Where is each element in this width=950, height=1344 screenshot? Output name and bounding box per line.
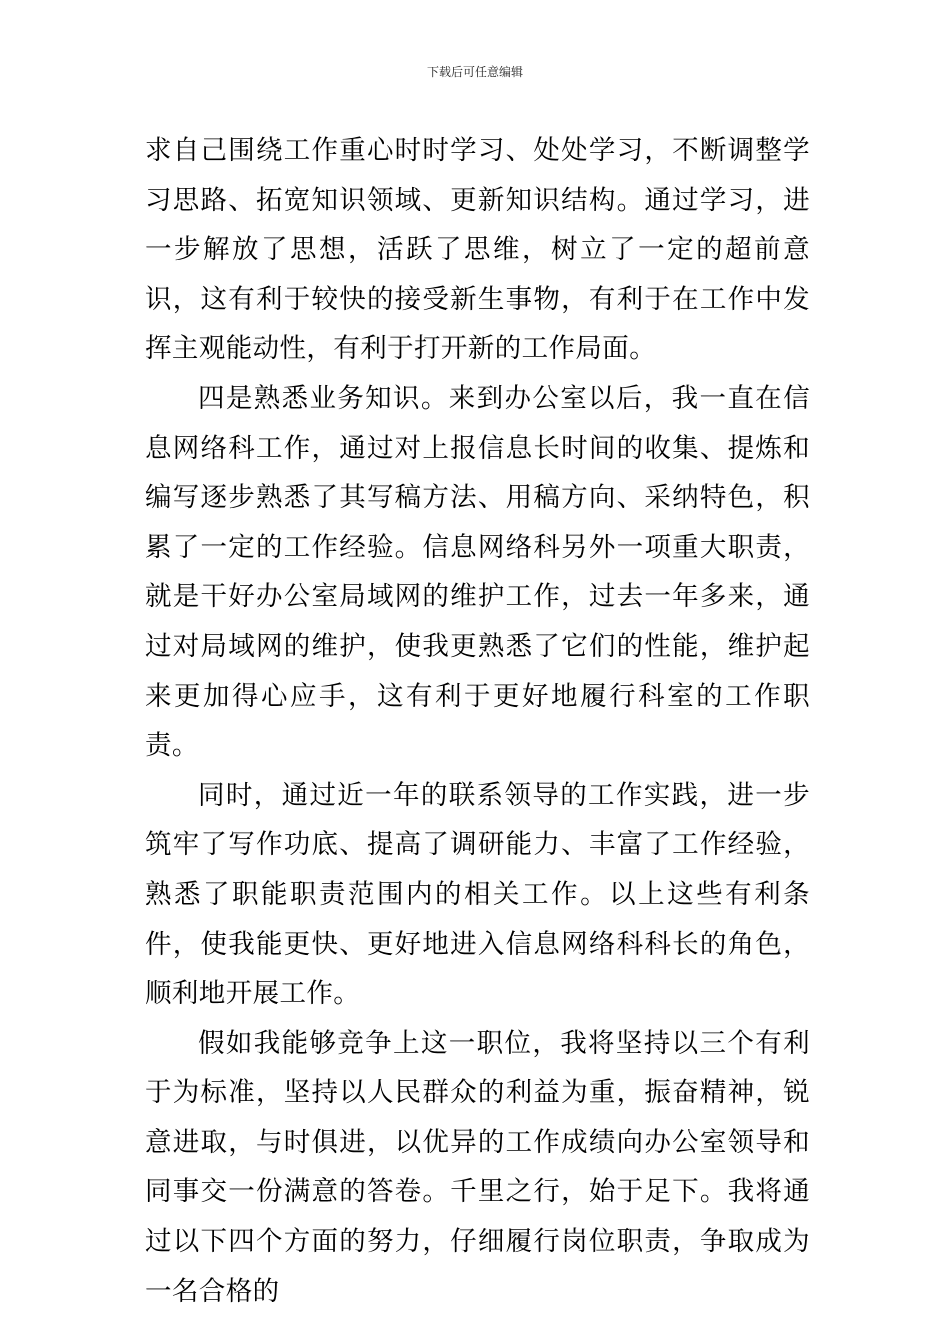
- paragraph-commitment: 假如我能够竞争上这一职位，我将坚持以三个有利于为标准，坚持以人民群众的利益为重，振奋精神，锐意进取，与时俱进，以优异的工作成绩向办公室领导和同事交一份满意的答卷。千里之行，始于足下。我将通过以下四个方面的努力，仔细履行岗位职责，争取成为一名合格的: [145, 1027, 810, 1307]
- paragraph-work-practice: 同时，通过近一年的联系领导的工作实践，进一步筑牢了写作功底、提高了调研能力、丰富了工作经验，熟悉了职能职责范围内的相关工作。以上这些有利条件，使我能更快、更好地进入信息网络科科长的角色，顺利地开展工作。: [145, 779, 810, 1010]
- page-header: 下载后可任意编辑: [426, 65, 523, 79]
- document-body: [145, 126, 810, 1316]
- paragraph-business-knowledge: 四是熟悉业务知识。来到办公室以后，我一直在信息网络科工作，通过对上报信息长时间的收集、提炼和编写逐步熟悉了其写稿方法、用稿方向、采纳特色，积累了一定的工作经验。信息网络科另外一项重大职责，就是干好办公室局域网的维护工作，过去一年多来，通过对局域网的维护，使我更熟悉了它们的性能，维护起来更加得心应手，这有利于更好地履行科室的工作职责。: [145, 382, 810, 762]
- paragraph-continuation: 求自己围绕工作重心时时学习、处处学习，不断调整学习思路、拓宽知识领域、更新知识结构。通过学习，进一步解放了思想，活跃了思维，树立了一定的超前意识，这有利于较快的接受新生事物，有利于在工作中发挥主观能动性，有利于打开新的工作局面。: [145, 135, 810, 365]
